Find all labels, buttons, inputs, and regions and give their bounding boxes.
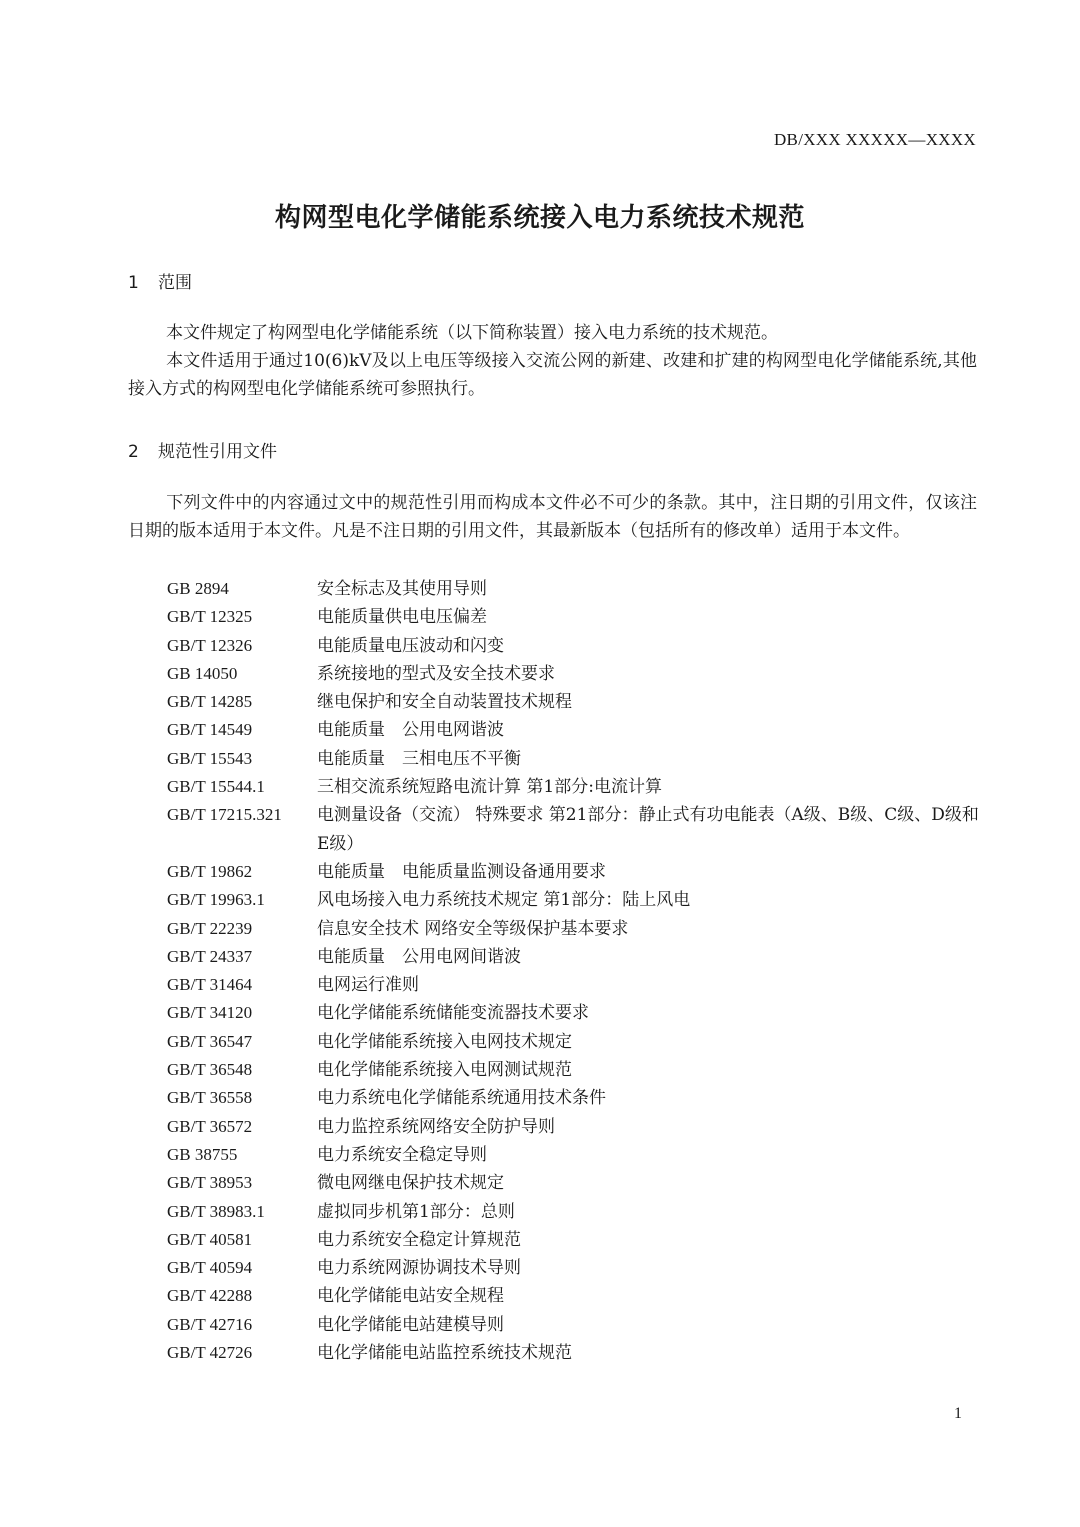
reference-code: GB/T 14549 — [167, 720, 253, 740]
reference-title: 电能质量 三相电压不平衡 — [317, 748, 521, 769]
section-number: 2 — [128, 442, 139, 462]
reference-item — [167, 773, 982, 801]
reference-title: 电能质量 电能质量监测设备通用要求 — [317, 861, 606, 882]
document-code: DB/XXX XXXXX—XXXX — [773, 130, 976, 149]
reference-code: GB/T 38983.1 — [167, 1201, 265, 1221]
reference-item — [167, 1084, 982, 1112]
paragraph-text: 本文件规定了构网型电化学储能系统（以下简称装置）接入电力系统的技术规范。 — [166, 323, 778, 343]
reference-item — [167, 971, 982, 999]
reference-title: 电化学储能系统接入电网测试规范 — [317, 1060, 572, 1081]
reference-item — [167, 943, 982, 971]
reference-item — [167, 1282, 982, 1310]
reference-code: GB/T 15543 — [167, 748, 253, 768]
reference-title: 三相交流系统短路电流计算 第1部分:电流计算 — [317, 777, 662, 798]
reference-title: 信息安全技术 网络安全等级保护基本要求 — [317, 918, 629, 939]
reference-title: 电力系统电化学储能系统通用技术条件 — [317, 1088, 606, 1109]
reference-item — [167, 1311, 982, 1339]
reference-title: 电化学储能系统储能变流器技术要求 — [317, 1003, 589, 1024]
reference-item — [167, 660, 982, 688]
reference-title: 电测量设备（交流） 特殊要求 第21部分：静止式有功电能表（A级、B级、C级、D级和E级） — [317, 805, 979, 854]
scope-paragraph-1 — [128, 319, 977, 347]
normative-intro-paragraph — [128, 489, 977, 545]
reference-item — [167, 886, 982, 914]
section-heading-scope — [128, 268, 192, 293]
reference-item — [167, 1169, 982, 1197]
page-title: 构网型电化学储能系统接入电力系统技术规范 — [274, 203, 805, 233]
reference-title: 虚拟同步机第1部分：总则 — [317, 1201, 515, 1222]
reference-code: GB 38755 — [167, 1144, 238, 1164]
scope-paragraph-2 — [128, 347, 977, 403]
reference-code: GB/T 22239 — [167, 918, 253, 938]
reference-code: GB/T 42288 — [167, 1286, 253, 1306]
reference-item — [167, 1198, 982, 1226]
reference-item — [167, 1226, 982, 1254]
reference-title: 电化学储能电站安全规程 — [317, 1286, 504, 1307]
reference-code: GB/T 34120 — [167, 1003, 253, 1023]
reference-code: GB/T 36558 — [167, 1088, 253, 1108]
reference-code: GB/T 19862 — [167, 861, 253, 881]
reference-title: 继电保护和安全自动装置技术规程 — [317, 692, 572, 713]
reference-item — [167, 1028, 982, 1056]
reference-code: GB/T 15544.1 — [167, 777, 265, 797]
reference-code: GB/T 36572 — [167, 1116, 253, 1136]
reference-item — [167, 1339, 982, 1367]
reference-code: GB/T 36548 — [167, 1060, 253, 1080]
reference-title: 电化学储能系统接入电网技术规定 — [317, 1031, 572, 1052]
reference-code: GB/T 42726 — [167, 1343, 253, 1363]
reference-item — [167, 1056, 982, 1084]
reference-code: GB/T 12325 — [167, 607, 253, 627]
paragraph-text: 本文件适用于通过10(6)kV及以上电压等级接入交流公网的新建、改建和扩建的构网型电化学储能系统,其他接入方式的构网型电化学储能系统可参照执行。 — [128, 351, 977, 399]
reference-title: 电能质量电压波动和闪变 — [317, 635, 504, 656]
section-number: 1 — [128, 273, 139, 293]
reference-item — [167, 603, 982, 631]
reference-title: 电化学储能电站建模导则 — [317, 1314, 504, 1335]
reference-code: GB/T 40594 — [167, 1258, 253, 1278]
reference-item — [167, 858, 982, 886]
reference-list — [167, 575, 982, 1367]
reference-item — [167, 575, 982, 603]
reference-item — [167, 801, 982, 858]
reference-code: GB/T 40581 — [167, 1229, 253, 1249]
reference-title: 电能质量 公用电网谐波 — [317, 720, 504, 741]
reference-item — [167, 632, 982, 660]
reference-title: 系统接地的型式及安全技术要求 — [317, 663, 555, 684]
reference-item — [167, 999, 982, 1027]
reference-code: GB/T 19963.1 — [167, 890, 265, 910]
reference-title: 电力监控系统网络安全防护导则 — [317, 1116, 555, 1137]
reference-title: 电能质量供电电压偏差 — [317, 607, 487, 628]
reference-title: 电网运行准则 — [317, 975, 419, 996]
reference-code: GB 2894 — [167, 579, 229, 598]
reference-code: GB/T 14285 — [167, 692, 253, 712]
reference-title: 电力系统安全稳定计算规范 — [317, 1229, 521, 1250]
reference-title: 电化学储能电站监控系统技术规范 — [317, 1343, 572, 1364]
reference-item — [167, 1141, 982, 1169]
page-number: 1 — [954, 1405, 962, 1422]
reference-item — [167, 915, 982, 943]
reference-code: GB/T 17215.321 — [167, 805, 282, 825]
paragraph-text: 下列文件中的内容通过文中的规范性引用而构成本文件必不可少的条款。其中，注日期的引用文件，仅该注日期的版本适用于本文件。凡是不注日期的引用文件，其最新版本（包括所有的修改单）适用于本文件。 — [128, 493, 977, 541]
section-heading-normative — [128, 437, 277, 462]
reference-title: 电力系统网源协调技术导则 — [317, 1258, 521, 1279]
reference-title: 微电网继电保护技术规定 — [317, 1173, 504, 1194]
reference-item — [167, 688, 982, 716]
reference-code: GB/T 42716 — [167, 1314, 253, 1334]
section-title: 规范性引用文件 — [158, 442, 277, 462]
reference-item — [167, 716, 982, 744]
reference-code: GB/T 38953 — [167, 1173, 253, 1193]
reference-code: GB 14050 — [167, 663, 238, 683]
reference-title: 安全标志及其使用导则 — [317, 579, 487, 599]
reference-code: GB/T 31464 — [167, 975, 253, 995]
reference-title: 电能质量 公用电网间谐波 — [317, 946, 521, 967]
reference-code: GB/T 36547 — [167, 1031, 253, 1051]
reference-item — [167, 1113, 982, 1141]
reference-code: GB/T 12326 — [167, 635, 253, 655]
section-title: 范围 — [158, 273, 192, 293]
reference-item — [167, 745, 982, 773]
reference-title: 风电场接入电力系统技术规定 第1部分：陆上风电 — [317, 890, 691, 911]
reference-code: GB/T 24337 — [167, 946, 253, 966]
reference-title: 电力系统安全稳定导则 — [317, 1144, 487, 1165]
reference-item — [167, 1254, 982, 1282]
